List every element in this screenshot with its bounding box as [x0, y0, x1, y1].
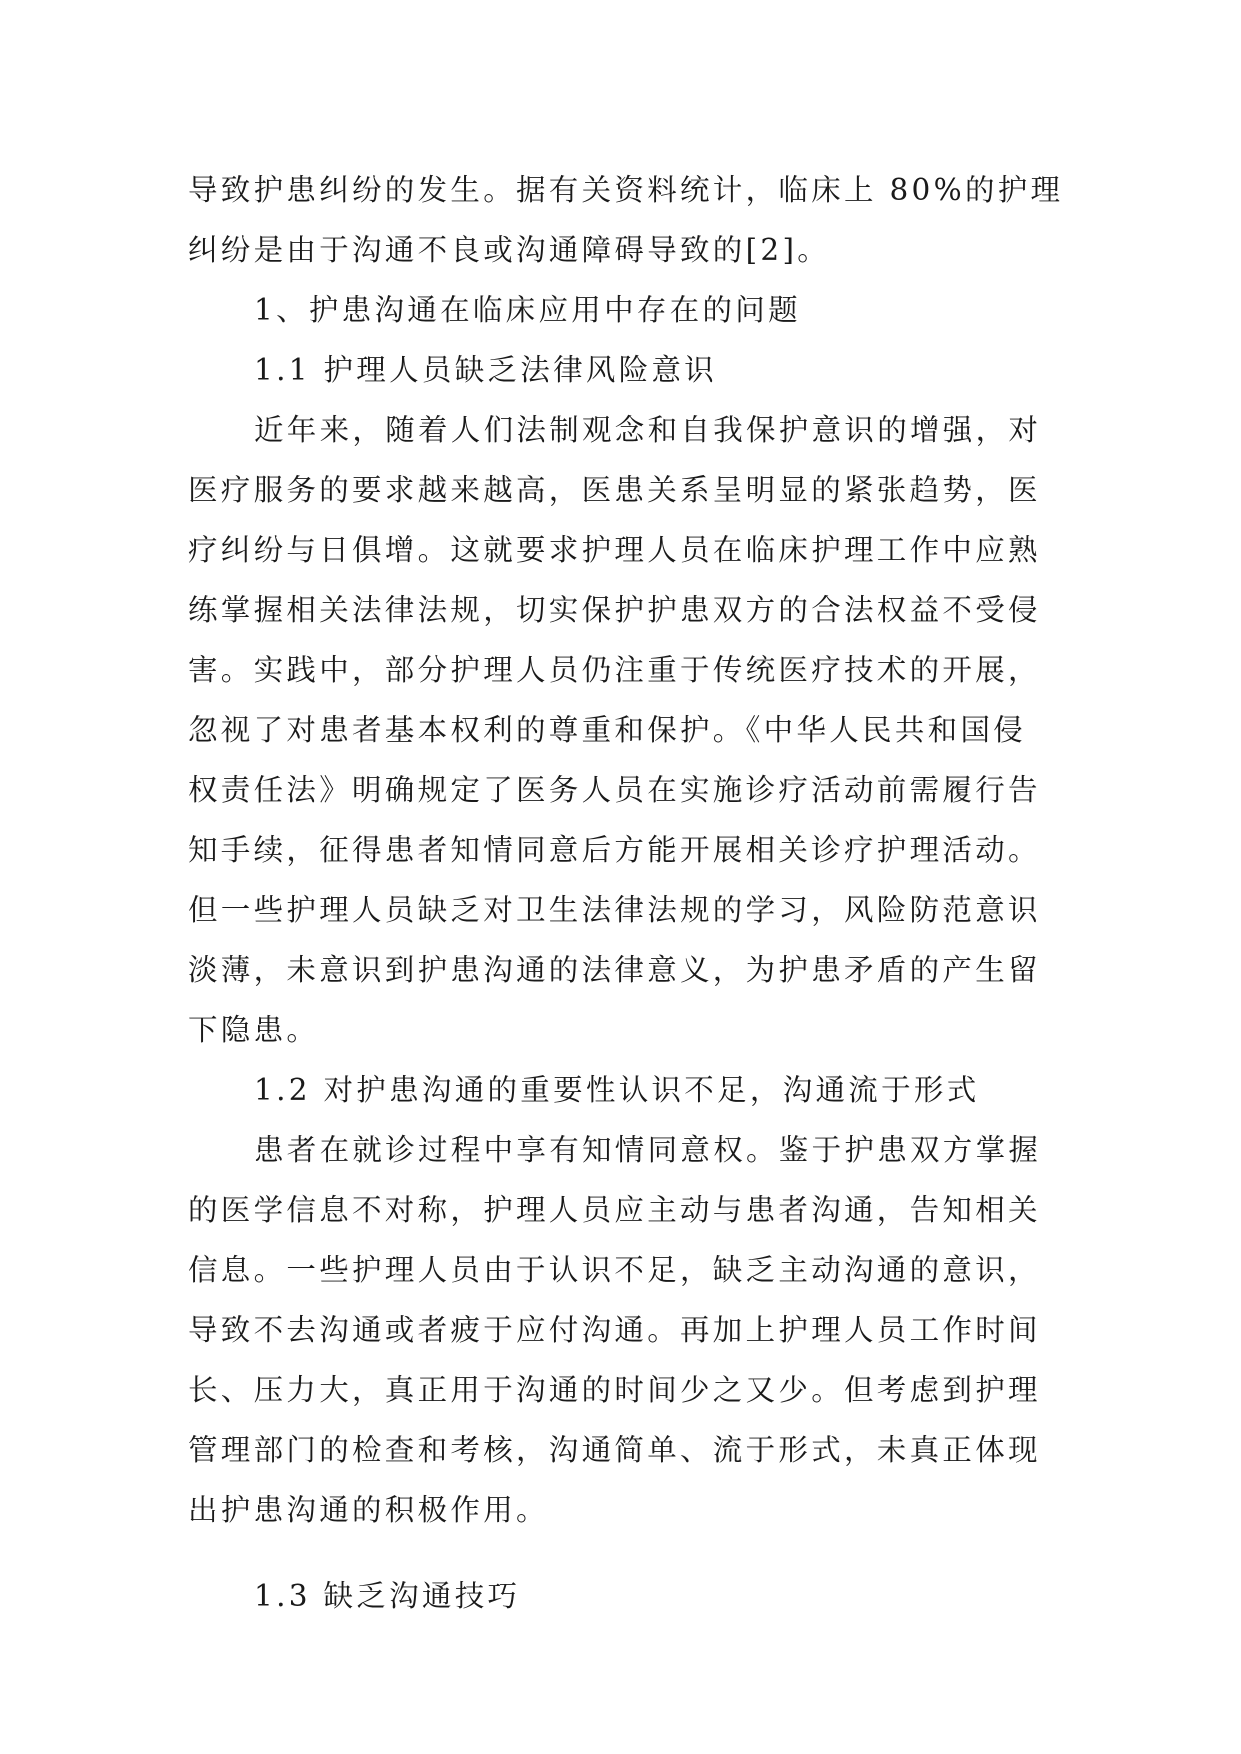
text-line: 长、压力大，真正用于沟通的时间少之又少。但考虑到护理: [188, 1373, 1041, 1407]
text-line: 忽视了对患者基本权利的尊重和保护。《中华人民共和国侵: [188, 713, 1027, 747]
text-line: 医疗服务的要求越来越高，医患关系呈明显的紧张趋势，医: [188, 473, 1041, 507]
text-line: 下隐患。: [188, 1013, 320, 1047]
text-line: 练掌握相关法律法规，切实保护护患双方的合法权益不受侵: [188, 593, 1041, 627]
document-body: [188, 160, 1068, 1626]
paragraph-first-line: 近年来，随着人们法制观念和自我保护意识的增强，对: [254, 413, 1042, 447]
subsection-heading: 1.3 缺乏沟通技巧: [254, 1579, 521, 1613]
text-line: 导致不去沟通或者疲于应付沟通。再加上护理人员工作时间: [188, 1313, 1041, 1347]
text-line: 害。实践中，部分护理人员仍注重于传统医疗技术的开展，: [188, 653, 1041, 687]
text-line: 出护患沟通的积极作用。: [188, 1493, 549, 1527]
text-line: 疗纠纷与日俱增。这就要求护理人员在临床护理工作中应熟: [188, 533, 1041, 567]
text-line: 权责任法》明确规定了医务人员在实施诊疗活动前需履行告: [188, 773, 1041, 807]
subsection-heading: 1.2 对护患沟通的重要性认识不足，沟通流于形式: [254, 1073, 980, 1107]
text-line: 的医学信息不对称，护理人员应主动与患者沟通，告知相关: [188, 1193, 1041, 1227]
subsection-heading: 1.1 护理人员缺乏法律风险意识: [254, 353, 718, 387]
text-line: 管理部门的检查和考核，沟通简单、流于形式，未真正体现: [188, 1433, 1041, 1467]
paragraph-spacer: [188, 1540, 1068, 1566]
paragraph-first-line: 患者在就诊过程中享有知情同意权。鉴于护患双方掌握: [254, 1133, 1042, 1167]
text-line: 但一些护理人员缺乏对卫生法律法规的学习，风险防范意识: [188, 893, 1041, 927]
text-line: 纠纷是由于沟通不良或沟通障碍导致的[2]。: [188, 233, 831, 267]
text-line: 淡薄，未意识到护患沟通的法律意义，为护患矛盾的产生留: [188, 953, 1041, 987]
section-heading: 1、护患沟通在临床应用中存在的问题: [254, 293, 801, 327]
text-line: 知手续，征得患者知情同意后方能开展相关诊疗护理活动。: [188, 833, 1041, 867]
text-line: 信息。一些护理人员由于认识不足，缺乏主动沟通的意识，: [188, 1253, 1041, 1287]
text-line: 导致护患纠纷的发生。据有关资料统计，临床上 80%的护理: [188, 173, 1064, 207]
